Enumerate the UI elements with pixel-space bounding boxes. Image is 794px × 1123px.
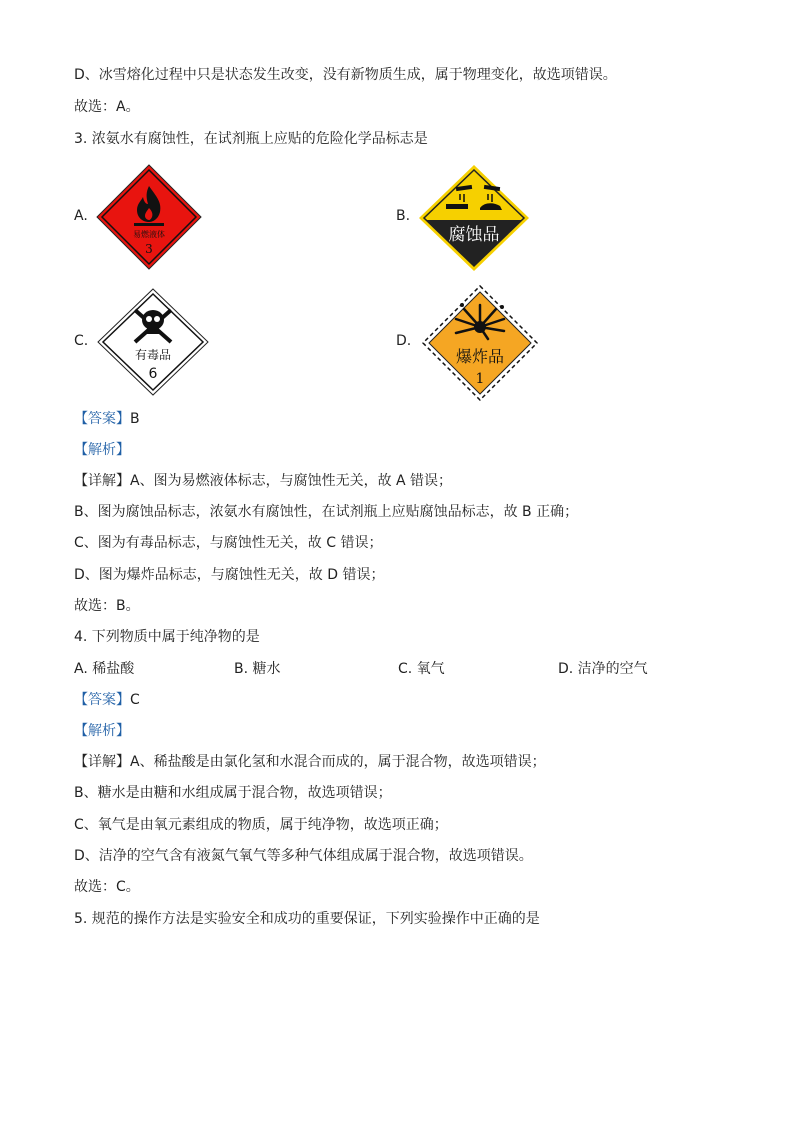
q4-detail-tag: 【详解】 xyxy=(74,754,130,770)
sign-b-label: 腐蚀品 xyxy=(448,225,500,245)
q3-detail-b: B、图为腐蚀品标志，浓氨水有腐蚀性，在试剂瓶上应贴腐蚀品标志，故 B 正确； xyxy=(74,504,579,520)
sign-c-label: 有毒品 xyxy=(134,348,172,362)
sign-a-number: 3 xyxy=(145,242,153,256)
toxic-sign xyxy=(97,288,209,396)
q4-option-c: C. 氧气 xyxy=(398,661,445,677)
q4-answer-value: C xyxy=(130,692,140,708)
q3-detail-d: D、图为爆炸品标志，与腐蚀性无关，故 D 错误； xyxy=(74,567,385,583)
sign-a-label: 易燃液体 xyxy=(133,230,165,239)
q3-answer-value: B xyxy=(130,411,140,427)
q4-detail-c: C、氧气是由氧元素组成的物质，属于纯净物，故选项正确； xyxy=(74,817,448,833)
q4-option-b: B. 糖水 xyxy=(234,661,281,677)
q4-conclusion: 故选：C。 xyxy=(74,879,140,895)
q3-option-d-letter: D. xyxy=(396,333,412,349)
q3-option-c-letter: C. xyxy=(74,333,89,349)
q3-detail-a-text: A、图为易燃液体标志，与腐蚀性无关，故 A 错误； xyxy=(130,473,453,489)
corrosive-sign xyxy=(418,164,530,272)
q3-detail-a xyxy=(74,471,452,491)
q5-stem: 5. 规范的操作方法是实验安全和成功的重要保证，下列实验操作中正确的是 xyxy=(74,911,540,927)
q2-option-d-explanation: D、冰雪熔化过程中只是状态发生改变，没有新物质生成，属于物理变化，故选项错误。 xyxy=(74,67,617,83)
q3-answer xyxy=(74,409,140,429)
q4-option-a: A. 稀盐酸 xyxy=(74,661,135,677)
q3-answer-tag: 【答案】 xyxy=(74,411,130,427)
q3-analysis-heading xyxy=(74,440,130,460)
q3-conclusion: 故选：B。 xyxy=(74,598,140,614)
q3-detail-c: C、图为有毒品标志，与腐蚀性无关，故 C 错误； xyxy=(74,535,383,551)
q4-stem: 4. 下列物质中属于纯净物的是 xyxy=(74,629,260,645)
q3-option-b-letter: B. xyxy=(396,208,411,224)
q3-stem: 3. 浓氨水有腐蚀性，在试剂瓶上应贴的危险化学品标志是 xyxy=(74,131,428,147)
q4-answer xyxy=(74,690,140,710)
sign-d-number: 1 xyxy=(475,371,485,387)
q4-answer-tag: 【答案】 xyxy=(74,692,130,708)
q4-option-d: D. 洁净的空气 xyxy=(558,661,648,677)
q4-detail-a-text: A、稀盐酸是由氯化氢和水混合而成的，属于混合物，故选项错误； xyxy=(130,754,546,770)
flammable-liquid-sign xyxy=(96,164,202,270)
sign-c-number: 6 xyxy=(148,366,158,382)
q3-detail-tag: 【详解】 xyxy=(74,473,130,489)
q3-option-a-letter: A. xyxy=(74,208,88,224)
q4-detail-a xyxy=(74,752,546,772)
q4-detail-d: D、洁净的空气含有液氮气氧气等多种气体组成属于混合物，故选项错误。 xyxy=(74,848,533,864)
q3-analysis-tag: 【解析】 xyxy=(74,442,130,458)
sign-d-label: 爆炸品 xyxy=(455,347,505,366)
explosive-sign xyxy=(422,285,538,401)
q4-analysis-tag: 【解析】 xyxy=(74,723,130,739)
q4-analysis-heading xyxy=(74,721,130,741)
q4-detail-b: B、糖水是由糖和水组成属于混合物，故选项错误； xyxy=(74,785,392,801)
q2-conclusion: 故选：A。 xyxy=(74,99,140,115)
